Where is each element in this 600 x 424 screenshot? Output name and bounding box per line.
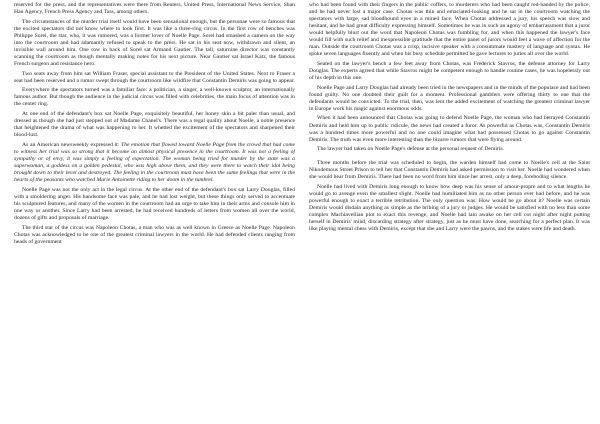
paragraph-text: As an American newsweekly expressed it: <box>22 141 120 148</box>
paragraph <box>14 19 295 68</box>
paragraph <box>14 71 295 85</box>
paragraph-text: Noelle Page was not the only act in the legal circus. At the other end of the defendant's box sat Larry Douglas, filled with a smoldering anger. His handsome face was pale, and he had lost weight, but these things only served to accentuate his sculptured features, and many of the women in the courtroom had an urge to take him in their arms and console him in one way or another. Since Larry had been arrested, he had received hundreds of letters from women all over the world, dozens of gifts and proposals of marriage. <box>14 186 295 221</box>
paragraph <box>309 160 590 181</box>
left-column <box>14 2 295 422</box>
paragraph <box>14 87 295 108</box>
paragraph <box>14 2 295 16</box>
paragraph <box>309 115 590 143</box>
paragraph-text: The circumstances of the murder trial itself would have been sensational enough, but the personae were so famous that the excited spectators did not know where to look first. It was like a three-ring circus. In the first row of benches was Philippe Sorel, the star, who, it was rumored, was a former lover of Noelle Page. Sorel had smashed a camera on the way into the courtroom and had adamantly refused to speak to the press. He sat in his seat now, withdrawn and silent, an invisible wall around him. One row in back of Sorel sat Armand Gautier. The tall, saturnine director was constantly scanning the courtroom as though mentally making notes for his next picture. Near Gautier sat Israel Katz, the famous French surgeon and resistance hero. <box>14 18 295 67</box>
paragraph-text: The third star of the circus was Napoleon Chotas, a man who was as well known in Greece as Noelle Page. Napoleon Chotas was acknowledged to be one of the greatest criminal lawyers in the world. He had defended clients ranging from heads of government <box>14 224 295 245</box>
paragraph <box>309 85 590 113</box>
paragraph-text: When it had been announced that Chotas was going to defend Noelle Page, the woman who had betrayed Constantin Demiris and held him up to public ridicule, the news had created a furor. As powerful as Chotas was, Constantin Demiris was a hundred times more powerful and no one could imagine what had possessed Chotas to go against Constantin Demiris. The truth was even more interesting than the bizarre rumors that were flying around. <box>309 115 590 143</box>
paragraph <box>309 184 590 233</box>
document-page <box>14 2 590 422</box>
paragraph-text: Noelle had lived with Demiris long enough to know how deep was his sense of amour-propre and to what lengths he would go to avenge even the smallest slight. Noelle had humiliated him as no other person ever had before, and he was powerful enough to exact a terrible retribution. The only question was: How would he go about it? Noelle was certain Demiris would disdain anything as simple as the bribing of a jury or judges. He would be satisfied with no less than some complex Machiavellian plot to exact this revenge, and Noelle had lain awake on her cell cot night after night putting herself in Demiris' mind, discarding strategy after strategy, just as he must have done, searching for a perfect plan. It was like playing mental chess with Demiris, except that she and Larry were the pawns, and the stakes were life and death. <box>309 184 590 233</box>
paragraph <box>309 61 590 82</box>
paragraph-text: Three months before the trial was scheduled to begin, the warden himself had come to Noelle's cell at the Saint Nikodemous Street Prison to tell her that Constantin Demiris had asked permission to visit her. Noelle had wondered when she would hear from Demiris. There had been no word from him since her arrest, only a deep, foreboding silence. <box>309 160 590 181</box>
paragraph <box>14 142 295 184</box>
paragraph-text: The lawyer had taken on Noelle Page's defense at the personal request of Demiris. <box>317 146 505 153</box>
paragraph <box>14 225 295 246</box>
paragraph <box>309 146 590 153</box>
paragraph-text: Everywhere the spectators turned was a familiar face: a politician, a singer, a well-known sculptor, an internationally famous author. But though the audience in the judicial circus was filled with celebrities, the main focus of attention was in the center ring. <box>14 87 295 108</box>
paragraph-text: At one end of the defendant's box sat Noelle Page, exquisitely beautiful, her honey skin a bit paler than usual, and dressed as though she had just stepped out of Madame Chanel's. There was a regal quality about Noelle, a noble presence that heightened the drama of what was happening to her. It whetted the excitement of the spectators and sharpened their blood-lust. <box>14 111 295 139</box>
paragraph-text: Two seats away from him sat William Fraser, special assistant to the President of the United States. Next to Fraser a seat had been reserved and a rumor swept through the courtroom like wildfire that Constantin Demiris was going to appear. <box>14 70 295 84</box>
paragraph <box>14 187 295 222</box>
right-column <box>309 2 590 422</box>
paragraph <box>309 2 590 58</box>
paragraph-text: who had been found with their fingers in the public coffers, to murderers who had been caught red-handed by the police, and he had never lost a major case. Chotas was thin and emaciated-looking and he sat in the courtroom watching the spectators with large, sad bloodhound eyes in a mined face. When Chotas addressed a jury, his speech was slow and hesitant, and he had great difficulty expressing himself. Sometimes he was in such an agony of embarrassment that a juror would helpfully blurt out the word that Napoleon Chotas was fumbling for, and when this happened the lawyer's face would fill with such relief and inexpressible gratitude that the entire panel of jurors would feel a wave of affection for the man. Outside the courtroom Chotas was a crisp, incisive speaker with a consummate mastery of language and syntax. He spoke seven languages fluently and when his busy schedule permitted he gave lectures to juries all over the world. <box>309 2 590 58</box>
paragraph-text: reserved for the press, and the representatives were there from Reuters, United Press, International News Service, Shan Hau Agency, French Press Agency and Tass, among others. <box>14 2 295 16</box>
paragraph-text: Noelle Page and Larry Douglas had already been tried in the newspapers and in the minds of the populace and had been found guilty. No one doubted their guilt for a moment. Professional gamblers were offering thirty to one that the defendants would be convicted. To the trial, then, was lent the added excitement of watching the greatest criminal lawyer in Europe work his magic against enormous odds. <box>309 84 590 112</box>
quoted-text: The emotion that flowed toward Noelle Page from the crowd that had come to witness her trial was so strong that it become an almost physical presence in the courtroom. It was not a feeling of sympathy or of envy, it was simply a feeling of expectation. The woman being tried for murder by the state was a superwoman, a goddess on a golden pedestal, who was high above them, and they were there to watch their idol being brought down to their level and destroyed. The feeling in the courtroom must have been the same feelings that were in the hearts of the peasants who watched Marie Antoinette riding to her doom in the tumbrel. <box>14 141 295 184</box>
paragraph <box>14 111 295 139</box>
paragraph-text: Seated on the lawyer's bench a few feet away from Chotas, was Frederick Stavros, the defense attorney for Larry Douglas. The experts agreed that while Stavros might be competent enough to handle routine cases, he was hopelessly out of his depth in this one. <box>309 60 590 82</box>
